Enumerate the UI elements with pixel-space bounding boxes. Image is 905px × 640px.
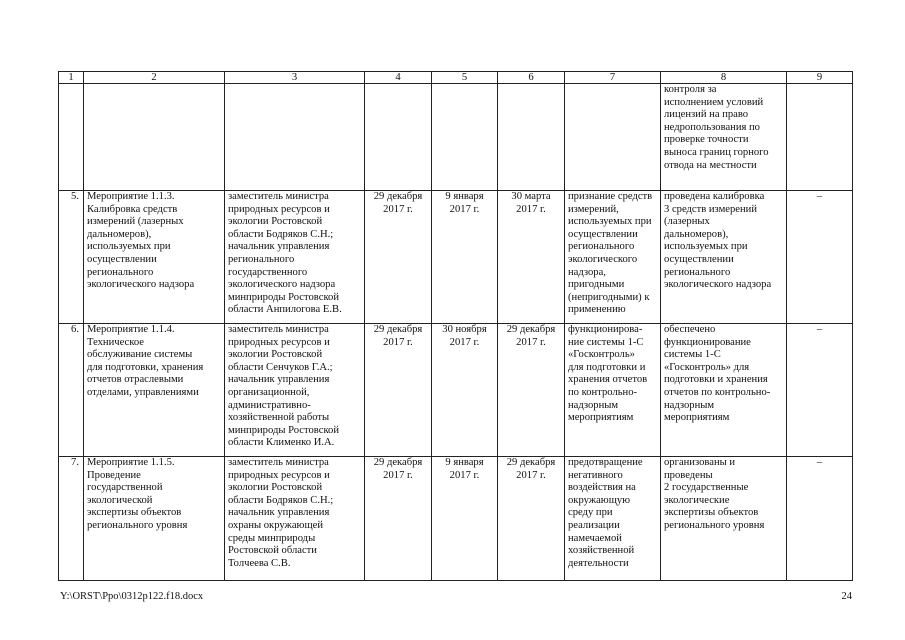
expected-result-cell (565, 84, 661, 191)
cell-text-line: используемых при (664, 241, 748, 253)
cell-text-line: области Бодряков С.Н.; (228, 228, 334, 240)
cell-text-line: осуществлении (664, 253, 734, 265)
cell-text-line: измерений, (568, 203, 619, 215)
cell-text-line: 2017 г. (449, 336, 480, 348)
responsible-cell (225, 84, 365, 191)
cell-text-line: минприроды Ростовской (228, 291, 340, 303)
column-header: 4 (365, 72, 432, 84)
cell-text-line: ние системы 1-С (568, 336, 644, 348)
row-number (59, 84, 84, 191)
cell-text-line: Проведение (87, 469, 141, 481)
cell-text-line: 2017 г. (383, 469, 413, 481)
planned-date-cell (365, 457, 432, 581)
cell-text-line: пригодными (568, 279, 625, 291)
cell-text-line: дальномеров), (664, 228, 729, 240)
cell-text-line: мероприятиям (568, 412, 634, 424)
cell-text-line: лицензий на право (664, 109, 749, 121)
cell-text-line: дальномеров), (87, 228, 152, 240)
cell-text-line: по контрольно- (568, 386, 638, 398)
cell-text-line: административно- (228, 399, 311, 411)
cell-text-line: экологического (568, 253, 638, 265)
cell-text-line: области Анпилогова Е.В. (228, 304, 342, 316)
table-row (59, 191, 853, 324)
actual-result-cell (661, 191, 787, 324)
cell-text-line: хранения отчетов (568, 374, 648, 386)
cell-text-line: осуществлении (87, 253, 157, 265)
end-date-cell (498, 84, 565, 191)
cell-text-line: заместитель министра (228, 324, 329, 335)
cell-text-line: государственной (87, 482, 163, 494)
cell-text-line: 29 декабря (373, 191, 423, 202)
cell-text-line: исполнением условий (664, 96, 764, 108)
row-number: 7. (59, 457, 84, 581)
cell-text-line: регионального уровня (664, 519, 765, 531)
cell-text-line: начальник управления (228, 374, 330, 386)
cell-text-line: организационной, (228, 386, 310, 398)
row-number: 6. (59, 324, 84, 457)
cell-text-line: подготовки и хранения (664, 374, 768, 386)
cell-text-line: осуществлении (568, 228, 638, 240)
cell-text-line: функционирование (664, 336, 751, 348)
cell-text-line: экологического надзора (664, 279, 772, 291)
column-header: 5 (432, 72, 498, 84)
cell-text-line: 2017 г. (383, 203, 413, 215)
cell-text-line: природных ресурсов и (228, 469, 330, 481)
cell-text-line: 29 декабря (373, 324, 423, 335)
row-number: 5. (59, 191, 84, 324)
start-date-cell (432, 324, 498, 457)
planned-date-cell (365, 191, 432, 324)
cell-text-line: регионального уровня (87, 519, 188, 531)
note-cell (787, 84, 853, 191)
cell-text-line: Калибровка средств (87, 203, 178, 215)
cell-text-line: 2017 г. (449, 203, 480, 215)
cell-text-line: Мероприятие 1.1.5. (87, 457, 175, 468)
cell-text-line: «Госконтроль» для (664, 361, 750, 373)
cell-text-line: регионального (87, 266, 154, 278)
cell-text-line: 2017 г. (383, 336, 413, 348)
cell-text-line: заместитель министра (228, 457, 329, 468)
cell-text-line: области Клименко И.А. (228, 437, 335, 449)
cell-text-line: хозяйственной работы (228, 412, 330, 424)
cell-text-line: 3 средств измерений (664, 203, 757, 215)
cell-text-line: признание средств (568, 191, 653, 202)
start-date-cell (432, 84, 498, 191)
cell-text-line: надзорным (568, 399, 619, 411)
cell-text-line: обеспечено (664, 324, 716, 335)
cell-text-line: используемых при (568, 216, 652, 228)
column-header: 1 (59, 72, 84, 84)
cell-text-line: недропользования по (664, 121, 760, 133)
page-number: 24 (841, 591, 852, 602)
cell-text-line: организованы и (664, 457, 736, 468)
report-table (58, 71, 853, 581)
event-cell (84, 191, 225, 324)
start-date-cell (432, 191, 498, 324)
cell-text-line: природных ресурсов и (228, 336, 330, 348)
cell-text-line: для подготовки и (568, 361, 646, 373)
cell-text-line: негативного (568, 469, 623, 481)
responsible-cell (225, 457, 365, 581)
document-file-path: Y:\ORST\Ppo\0312p122.f18.docx (60, 591, 204, 602)
cell-text-line: для подготовки, хранения (87, 361, 204, 373)
cell-text-line: отчетов по контрольно- (664, 386, 771, 398)
note-cell: – (787, 324, 853, 457)
table-row (59, 84, 853, 191)
cell-text-line: государственного (228, 266, 308, 278)
responsible-cell (225, 324, 365, 457)
start-date-cell (432, 457, 498, 581)
actual-result-cell (661, 324, 787, 457)
table-row (59, 324, 853, 457)
cell-text-line: окружающую (568, 494, 631, 506)
cell-text-line: заместитель министра (228, 191, 329, 202)
planned-date-cell (365, 324, 432, 457)
cell-text-line: Ростовской области (228, 545, 317, 557)
cell-text-line: среды минприроды (228, 532, 316, 544)
cell-text-line: природных ресурсов и (228, 203, 330, 215)
cell-text-line: надзора, (568, 266, 606, 278)
cell-text-line: экологии Ростовской (228, 349, 323, 361)
cell-text-line: экологического надзора (87, 279, 195, 291)
cell-text-line: 9 января (445, 191, 484, 202)
cell-text-line: 2017 г. (516, 203, 546, 215)
planned-date-cell (365, 84, 432, 191)
cell-text-line: функционирова- (568, 324, 643, 335)
cell-text-line: отделами, управлениями (87, 386, 199, 398)
cell-text-line: применению (568, 304, 626, 316)
column-header: 7 (565, 72, 661, 84)
cell-text-line: среду при (568, 507, 613, 519)
cell-text-line: экологические (664, 494, 730, 506)
cell-text-line: начальник управления (228, 507, 330, 519)
cell-text-line: (непригодными) к (568, 291, 650, 303)
cell-text-line: экологии Ростовской (228, 216, 323, 228)
cell-text-line: экологической (87, 494, 153, 506)
expected-result-cell (565, 324, 661, 457)
cell-text-line: 29 декабря (506, 457, 556, 468)
expected-result-cell (565, 457, 661, 581)
cell-text-line: регионального (664, 266, 731, 278)
cell-text-line: проверке точности (664, 134, 749, 146)
note-cell: – (787, 191, 853, 324)
cell-text-line: намечаемой (568, 532, 622, 544)
actual-result-cell (661, 84, 787, 191)
cell-text-line: области Сенчуков Г.А.; (228, 361, 333, 373)
cell-text-line: деятельности (568, 557, 629, 569)
cell-text-line: 30 ноября (442, 324, 487, 335)
column-header: 8 (661, 72, 787, 84)
responsible-cell (225, 191, 365, 324)
cell-text-line: Техническое (87, 336, 144, 348)
cell-text-line: измерений (лазерных (87, 216, 184, 228)
cell-text-line: области Бодряков С.Н.; (228, 494, 334, 506)
column-header: 3 (225, 72, 365, 84)
column-header: 9 (787, 72, 853, 84)
event-cell (84, 324, 225, 457)
cell-text-line: начальник управления (228, 241, 330, 253)
cell-text-line: экологического надзора (228, 279, 336, 291)
cell-text-line: 29 декабря (373, 457, 423, 468)
cell-text-line: отвода на местности (664, 159, 757, 171)
cell-text-line: регионального (568, 241, 635, 253)
cell-text-line: минприроды Ростовской (228, 424, 340, 436)
cell-text-line: «Госконтроль» (568, 349, 635, 361)
cell-text-line: экологии Ростовской (228, 482, 323, 494)
cell-text-line: хозяйственной (568, 545, 635, 557)
cell-text-line: 29 декабря (506, 324, 556, 335)
end-date-cell (498, 191, 565, 324)
cell-text-line: проведена калибровка (664, 191, 765, 202)
cell-text-line: мероприятиям (664, 412, 730, 424)
cell-text-line: охраны окружающей (228, 519, 323, 531)
event-cell (84, 84, 225, 191)
cell-text-line: обслуживание системы (87, 349, 193, 361)
cell-text-line: надзорным (664, 399, 715, 411)
cell-text-line: Мероприятие 1.1.3. (87, 191, 175, 202)
cell-text-line: 2017 г. (516, 336, 546, 348)
column-header: 2 (84, 72, 225, 84)
cell-text-line: отчетов отраслевыми (87, 374, 184, 386)
cell-text-line: 30 марта (511, 191, 551, 202)
cell-text-line: контроля за (664, 84, 717, 95)
cell-text-line: 2017 г. (516, 469, 546, 481)
end-date-cell (498, 324, 565, 457)
cell-text-line: 2 государственные (664, 482, 749, 494)
table-row (59, 457, 853, 581)
end-date-cell (498, 457, 565, 581)
note-cell: – (787, 457, 853, 581)
event-cell (84, 457, 225, 581)
cell-text-line: экспертизы объектов (664, 507, 759, 519)
cell-text-line: воздействия на (568, 482, 636, 494)
cell-text-line: экспертизы объектов (87, 507, 182, 519)
cell-text-line: выноса границ горного (664, 146, 769, 158)
column-header: 6 (498, 72, 565, 84)
cell-text-line: 2017 г. (449, 469, 480, 481)
cell-text-line: (лазерных (664, 216, 710, 228)
cell-text-line: используемых при (87, 241, 171, 253)
cell-text-line: Толчеева С.В. (228, 557, 291, 569)
cell-text-line: проведены (664, 469, 713, 481)
actual-result-cell (661, 457, 787, 581)
cell-text-line: 9 января (445, 457, 484, 468)
cell-text-line: Мероприятие 1.1.4. (87, 324, 175, 335)
cell-text-line: предотвращение (568, 457, 643, 468)
cell-text-line: реализации (568, 519, 620, 531)
cell-text-line: регионального (228, 253, 295, 265)
column-number-row (59, 72, 853, 84)
cell-text-line: системы 1-С (664, 349, 721, 361)
expected-result-cell (565, 191, 661, 324)
